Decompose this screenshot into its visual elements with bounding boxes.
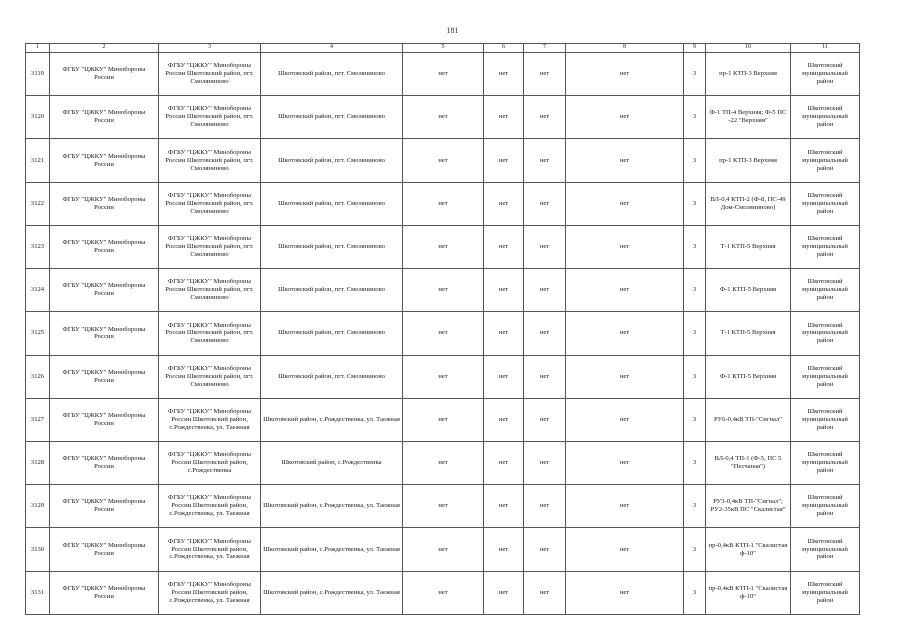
cell-col-9: 3	[684, 312, 706, 355]
cell-supply-source: Т-1 КТП-5 Верхняя	[706, 312, 791, 355]
cell-location: Шкотовский район, пгт. Смоляниново	[261, 312, 403, 355]
cell-col-6: нет	[484, 312, 524, 355]
cell-col-7: нет	[524, 528, 566, 571]
cell-col-7: нет	[524, 441, 566, 484]
column-header-4: 4	[261, 44, 403, 53]
cell-col-8: нет	[566, 225, 684, 268]
cell-col-8: нет	[566, 571, 684, 614]
cell-col-7: нет	[524, 485, 566, 528]
cell-location: Шкотовский район, с.Рождественка, ул. Таежная	[261, 485, 403, 528]
page-number: 181	[446, 26, 459, 35]
cell-col-5: нет	[403, 528, 484, 571]
cell-col-8: нет	[566, 96, 684, 139]
cell-col-6: нет	[484, 441, 524, 484]
cell-col-6: нет	[484, 96, 524, 139]
cell-supply-source: пр-1 КТП-3 Верхняя	[706, 139, 791, 182]
cell-owner-address: ФГБУ "ЦЖКУ" Минобороны России Шкотовский район, с.Рождественка, ул. Таежная	[159, 485, 261, 528]
cell-row-number: 3125	[26, 312, 50, 355]
cell-col-6: нет	[484, 571, 524, 614]
column-header-3: 3	[159, 44, 261, 53]
cell-owner: ФГБУ "ЦЖКУ" Минобороны России	[50, 485, 159, 528]
cell-owner-address: ФГБУ "ЦЖКУ" Минобороны России Шкотовский район, пгт. Смоляниново	[159, 312, 261, 355]
column-header-7: 7	[524, 44, 566, 53]
table-row	[26, 355, 860, 398]
column-header-9: 9	[684, 44, 706, 53]
cell-col-7: нет	[524, 355, 566, 398]
cell-col-8: нет	[566, 355, 684, 398]
cell-owner: ФГБУ "ЦЖКУ" Минобороны России	[50, 571, 159, 614]
column-header-2: 2	[50, 44, 159, 53]
table-header-row	[26, 44, 860, 53]
cell-col-5: нет	[403, 355, 484, 398]
cell-col-9: 3	[684, 398, 706, 441]
cell-col-5: нет	[403, 312, 484, 355]
cell-col-8: нет	[566, 528, 684, 571]
cell-owner-address: ФГБУ "ЦЖКУ" Минобороны России Шкотовский район, с.Рождественка	[159, 441, 261, 484]
table-row	[26, 312, 860, 355]
cell-col-7: нет	[524, 269, 566, 312]
cell-owner-address: ФГБУ "ЦЖКУ" Минобороны России Шкотовский район, с.Рождественка, ул. Таежная	[159, 398, 261, 441]
cell-owner: ФГБУ "ЦЖКУ" Минобороны России	[50, 398, 159, 441]
cell-col-8: нет	[566, 53, 684, 96]
cell-col-6: нет	[484, 182, 524, 225]
table-row	[26, 96, 860, 139]
cell-municipality: Шкотовский муниципальный район	[791, 139, 860, 182]
cell-col-6: нет	[484, 269, 524, 312]
column-header-1: 1	[26, 44, 50, 53]
cell-municipality: Шкотовский муниципальный район	[791, 485, 860, 528]
cell-row-number: 3122	[26, 182, 50, 225]
cell-owner: ФГБУ "ЦЖКУ" Минобороны России	[50, 96, 159, 139]
cell-owner: ФГБУ "ЦЖКУ" Минобороны России	[50, 139, 159, 182]
cell-row-number: 3130	[26, 528, 50, 571]
cell-col-5: нет	[403, 269, 484, 312]
table-row	[26, 182, 860, 225]
cell-row-number: 3119	[26, 53, 50, 96]
cell-owner-address: ФГБУ "ЦЖКУ" Минобороны России Шкотовский район, с.Рождественка, ул. Таежная	[159, 528, 261, 571]
cell-location: Шкотовский район, с.Рождественка, ул. Таежная	[261, 571, 403, 614]
cell-col-7: нет	[524, 225, 566, 268]
cell-owner: ФГБУ "ЦЖКУ" Минобороны России	[50, 355, 159, 398]
cell-supply-source: Ф-1 КТП-5 Верхняя	[706, 269, 791, 312]
cell-municipality: Шкотовский муниципальный район	[791, 312, 860, 355]
cell-owner: ФГБУ "ЦЖКУ" Минобороны России	[50, 312, 159, 355]
cell-municipality: Шкотовский муниципальный район	[791, 355, 860, 398]
cell-owner: ФГБУ "ЦЖКУ" Минобороны России	[50, 53, 159, 96]
cell-col-7: нет	[524, 139, 566, 182]
cell-col-9: 3	[684, 225, 706, 268]
cell-row-number: 3121	[26, 139, 50, 182]
cell-col-9: 3	[684, 182, 706, 225]
cell-col-7: нет	[524, 398, 566, 441]
cell-location: Шкотовский район, пгт. Смоляниново	[261, 139, 403, 182]
column-header-5: 5	[403, 44, 484, 53]
table-row	[26, 571, 860, 614]
cell-col-6: нет	[484, 485, 524, 528]
table-body	[26, 53, 860, 615]
cell-municipality: Шкотовский муниципальный район	[791, 441, 860, 484]
cell-owner: ФГБУ "ЦЖКУ" Минобороны России	[50, 182, 159, 225]
cell-row-number: 3127	[26, 398, 50, 441]
cell-owner-address: ФГБУ "ЦЖКУ" Минобороны России Шкотовский район, пгт. Смоляниново	[159, 139, 261, 182]
cell-supply-source: пр-0,4кВ КТП-1 "Скалистая ф-10"	[706, 528, 791, 571]
cell-owner: ФГБУ "ЦЖКУ" Минобороны России	[50, 441, 159, 484]
cell-supply-source: Ф-1 КТП-5 Верхняя	[706, 355, 791, 398]
cell-col-8: нет	[566, 398, 684, 441]
cell-col-5: нет	[403, 225, 484, 268]
cell-location: Шкотовский район, пгт. Смоляниново	[261, 53, 403, 96]
cell-col-9: 3	[684, 139, 706, 182]
cell-municipality: Шкотовский муниципальный район	[791, 571, 860, 614]
cell-col-8: нет	[566, 269, 684, 312]
cell-row-number: 3123	[26, 225, 50, 268]
cell-col-5: нет	[403, 441, 484, 484]
cell-col-9: 3	[684, 355, 706, 398]
column-header-6: 6	[484, 44, 524, 53]
cell-row-number: 3129	[26, 485, 50, 528]
cell-col-5: нет	[403, 96, 484, 139]
cell-municipality: Шкотовский муниципальный район	[791, 398, 860, 441]
cell-col-5: нет	[403, 182, 484, 225]
table-row	[26, 269, 860, 312]
cell-col-8: нет	[566, 182, 684, 225]
cell-location: Шкотовский район, с.Рождественка	[261, 441, 403, 484]
table-row	[26, 139, 860, 182]
cell-owner: ФГБУ "ЦЖКУ" Минобороны России	[50, 269, 159, 312]
cell-col-9: 3	[684, 441, 706, 484]
cell-col-9: 3	[684, 269, 706, 312]
cell-municipality: Шкотовский муниципальный район	[791, 269, 860, 312]
cell-col-5: нет	[403, 485, 484, 528]
cell-col-6: нет	[484, 355, 524, 398]
cell-col-6: нет	[484, 225, 524, 268]
cell-row-number: 3128	[26, 441, 50, 484]
cell-col-6: нет	[484, 528, 524, 571]
cell-row-number: 3126	[26, 355, 50, 398]
cell-owner-address: ФГБУ "ЦЖКУ" Минобороны России Шкотовский район, пгт. Смоляниново	[159, 53, 261, 96]
table-row	[26, 441, 860, 484]
cell-location: Шкотовский район, пгт. Смоляниново	[261, 96, 403, 139]
cell-municipality: Шкотовский муниципальный район	[791, 225, 860, 268]
column-header-10: 10	[706, 44, 791, 53]
cell-col-8: нет	[566, 139, 684, 182]
cell-supply-source: Т-1 КТП-5 Верхняя	[706, 225, 791, 268]
table-row	[26, 225, 860, 268]
cell-col-9: 3	[684, 528, 706, 571]
cell-location: Шкотовский район, пгт. Смоляниново	[261, 182, 403, 225]
registry-table	[25, 43, 860, 615]
cell-location: Шкотовский район, пгт. Смоляниново	[261, 355, 403, 398]
cell-col-9: 3	[684, 53, 706, 96]
table-row	[26, 398, 860, 441]
cell-col-8: нет	[566, 312, 684, 355]
cell-col-7: нет	[524, 571, 566, 614]
cell-supply-source: ВЛ-0,4 ТП-1 (Ф-5, ПС 5 "Песчаная")	[706, 441, 791, 484]
cell-location: Шкотовский район, с.Рождественка, ул. Таежная	[261, 398, 403, 441]
cell-col-5: нет	[403, 139, 484, 182]
cell-col-8: нет	[566, 485, 684, 528]
cell-location: Шкотовский район, пгт. Смоляниново	[261, 225, 403, 268]
cell-location: Шкотовский район, пгт. Смоляниново	[261, 269, 403, 312]
cell-col-7: нет	[524, 182, 566, 225]
cell-col-5: нет	[403, 398, 484, 441]
cell-municipality: Шкотовский муниципальный район	[791, 53, 860, 96]
cell-supply-source: РУ6-0,4кВ ТП-"Сигнал"	[706, 398, 791, 441]
cell-municipality: Шкотовский муниципальный район	[791, 96, 860, 139]
cell-municipality: Шкотовский муниципальный район	[791, 528, 860, 571]
cell-col-6: нет	[484, 53, 524, 96]
cell-location: Шкотовский район, с.Рождественка, ул. Таежная	[261, 528, 403, 571]
cell-owner: ФГБУ "ЦЖКУ" Минобороны России	[50, 528, 159, 571]
cell-owner-address: ФГБУ "ЦЖКУ" Минобороны России Шкотовский район, пгт. Смоляниново	[159, 96, 261, 139]
cell-col-5: нет	[403, 571, 484, 614]
cell-owner-address: ФГБУ "ЦЖКУ" Минобороны России Шкотовский район, с.Рождественка, ул. Таежная	[159, 571, 261, 614]
cell-municipality: Шкотовский муниципальный район	[791, 182, 860, 225]
cell-owner-address: ФГБУ "ЦЖКУ" Минобороны России Шкотовский район, пгт. Смоляниново	[159, 269, 261, 312]
cell-col-7: нет	[524, 53, 566, 96]
table-row	[26, 485, 860, 528]
cell-col-7: нет	[524, 312, 566, 355]
cell-col-8: нет	[566, 441, 684, 484]
table-row	[26, 53, 860, 96]
cell-supply-source: Ф-1 ТП-4 Верхняя; Ф-5 ПС -22 "Верхняя"	[706, 96, 791, 139]
cell-row-number: 3124	[26, 269, 50, 312]
cell-owner: ФГБУ "ЦЖКУ" Минобороны России	[50, 225, 159, 268]
cell-row-number: 3131	[26, 571, 50, 614]
cell-col-9: 3	[684, 571, 706, 614]
cell-supply-source: ВЛ-0,4 КТП-2 (Ф-8, ПС-49 Дом-Смоляниново)	[706, 182, 791, 225]
cell-supply-source: пр-1 КТП-3 Верхняя	[706, 53, 791, 96]
cell-col-6: нет	[484, 139, 524, 182]
cell-col-7: нет	[524, 96, 566, 139]
cell-owner-address: ФГБУ "ЦЖКУ" Минобороны России Шкотовский район, пгт. Смоляниново	[159, 355, 261, 398]
cell-supply-source: пр-0,4кВ КТП-1 "Скалистая ф-10"	[706, 571, 791, 614]
column-header-8: 8	[566, 44, 684, 53]
cell-col-5: нет	[403, 53, 484, 96]
column-header-11: 11	[791, 44, 860, 53]
cell-owner-address: ФГБУ "ЦЖКУ" Минобороны России Шкотовский район, пгт. Смоляниново	[159, 225, 261, 268]
cell-row-number: 3120	[26, 96, 50, 139]
cell-col-6: нет	[484, 398, 524, 441]
table-row	[26, 528, 860, 571]
cell-owner-address: ФГБУ "ЦЖКУ" Минобороны России Шкотовский район, пгт. Смоляниново	[159, 182, 261, 225]
cell-supply-source: РУ3-0,4кВ ТП-"Сигнал"; РУ2-35кВ ПС "Скалистая"	[706, 485, 791, 528]
cell-col-9: 3	[684, 485, 706, 528]
cell-col-9: 3	[684, 96, 706, 139]
